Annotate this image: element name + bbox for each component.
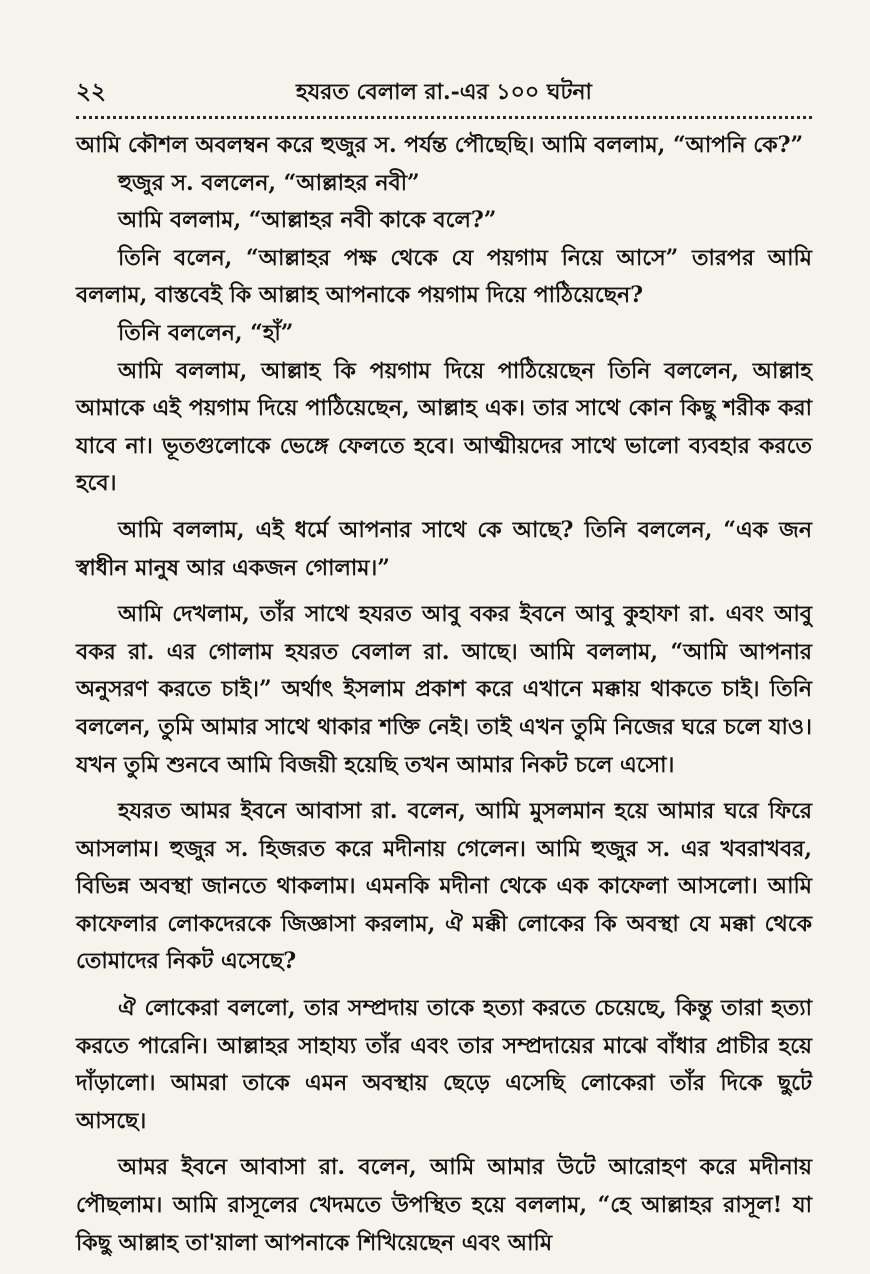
paragraph: আমি দেখলাম, তাঁর সাথে হযরত আবু বকর ইবনে আবু কুহাফা রা. এবং আবু বকর রা. এর গোলাম হযরত বেলাল রা. আছে। আমি বললাম, “আমি আপনার অনুসরণ করতে চাই।” অর্থাৎ ইসলাম প্রকাশ করে এখানে মক্কায় থাকতে চাই। তিনি বললেন, তুমি আমার সাথে থাকার শক্তি নেই। তাই এখন তুমি নিজের ঘরে চলে যাও। যখন তুমি শুনবে আমি বিজয়ী হয়েছি তখন আমার নিকট চলে এসো। [76,601,812,778]
page-header [76,78,812,119]
paragraph: হুজুর স. বললেন, “আল্লাহর নবী” [118,169,420,196]
paragraph: তিনি বলেন, “আল্লাহর পক্ষ থেকে যে পয়গাম নিয়ে আসে” তারপর আমি বললাম, বাস্তবেই কি আল্লাহ আপনাকে পয়গাম দিয়ে পাঠিয়েছেন? [76,244,812,309]
paragraph: আমি কৌশল অবলম্বন করে হুজুর স. পর্যন্ত পৌছেছি। আমি বললাম, “আপনি কে?” [76,132,804,158]
page-number: ২২ [76,78,106,105]
paragraph: হযরত আমর ইবনে আবাসা রা. বলেন, আমি মুসলমান হয়ে আমার ঘরে ফিরে আসলাম। হুজুর স. হিজরত করে মদীনায় গেলেন। আমি হুজুর স. এর খবরাখবর, বিভিন্ন অবস্থা জানতে থাকলাম। এমনকি মদীনা থেকে এক কাফেলা আসলো। আমি কাফেলার লোকদেরকে জিজ্ঞাসা করলাম, ঐ মক্কী লোকের কি অবস্থা যে মক্কা থেকে তোমাদের নিকট এসেছে? [76,798,812,975]
running-title: হযরত বেলাল রা.-এর ১০০ ঘটনা [296,79,592,105]
paragraph: ঐ লোকেরা বললো, তার সম্প্রদায় তাকে হত্যা করতে চেয়েছে, কিন্তু তারা হত্যা করতে পারেনি। আল্লাহর সাহায্য তাঁর এবং তার সম্প্রদায়ের মাঝে বাঁধার প্রাচীর হয়ে দাঁড়ালো। আমরা তাকে এমন অবস্থায় ছেড়ে এসেছি লোকেরা তাঁর দিকে ছুটে আসছে। [76,995,812,1134]
paragraph: আমি বললাম, “আল্লাহর নবী কাকে বলে?” [118,207,497,234]
paragraph: তিনি বললেন, “হাঁ” [118,319,294,346]
body-text [76,127,812,1262]
paragraph: আমি বললাম, এই ধর্মে আপনার সাথে কে আছে? তিনি বললেন, “এক জন স্বাধীন মানুষ আর একজন গোলাম।” [76,516,812,581]
paragraph: আমি বললাম, আল্লাহ কি পয়গাম দিয়ে পাঠিয়েছেন তিনি বললেন, আল্লাহ আমাকে এই পয়গাম দিয়ে পাঠিয়েছেন, আল্লাহ এক। তার সাথে কোন কিছু শরীক করা যাবে না। ভূতগুলোকে ভেঙ্গে ফেলতে হবে। আত্মীয়দের সাথে ভালো ব্যবহার করতে হবে। [76,357,812,497]
paragraph: আমর ইবনে আবাসা রা. বলেন, আমি আমার উটে আরোহণ করে মদীনায় পৌছলাম। আমি রাসূলের খেদমতে উপস্থিত হয়ে বললাম, “হে আল্লাহর রাসূল! যা কিছু আল্লাহ তা'য়ালা আপনাকে শিখিয়েছেন এবং আমি [76,1154,812,1256]
